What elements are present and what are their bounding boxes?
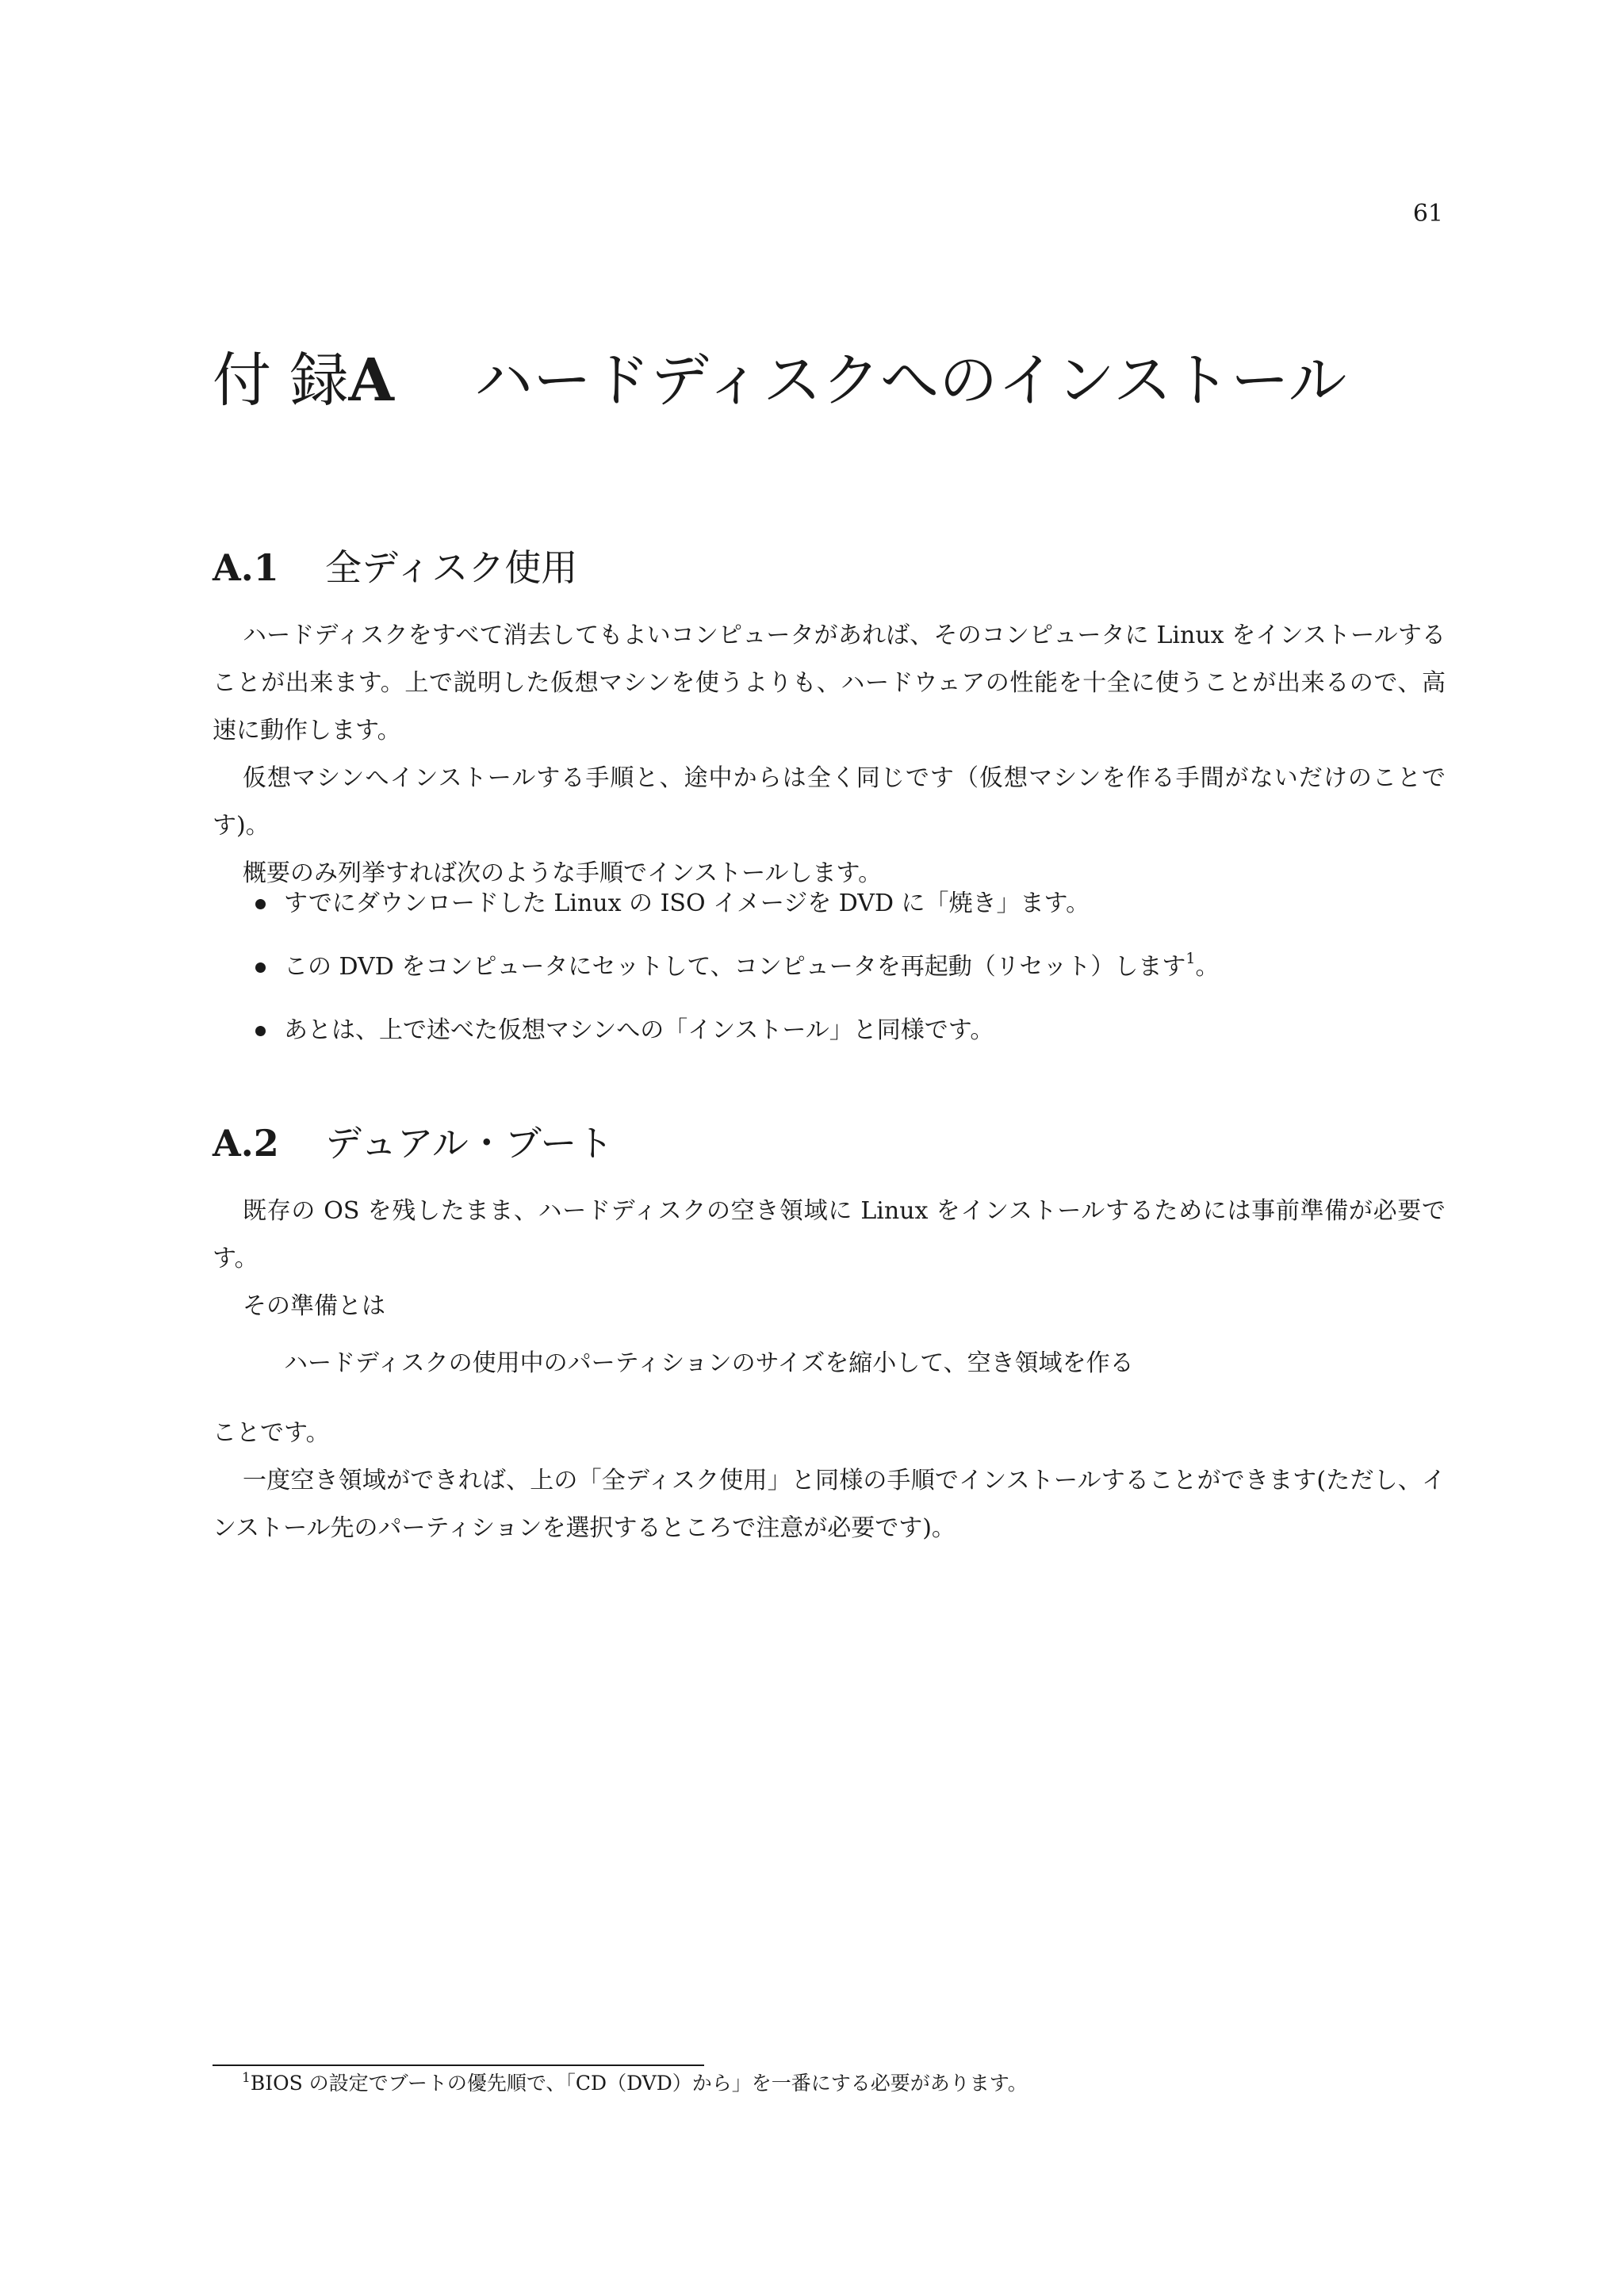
paragraph: 仮想マシンへインストールする手順と、途中からは全く同じです（仮想マシンを作る手間がないだけのことです)。 xyxy=(213,764,1446,840)
section-a2-body-cont xyxy=(213,1410,1446,1552)
footnote-mark: 1 xyxy=(242,2070,251,2086)
section-number: A.1 xyxy=(213,546,279,589)
paragraph: 一度空き領域ができれば、上の「全ディスク使用」と同様の手順でインストールすることができます(ただし、インストール先のパーティションを選択するところで注意が必要です)。 xyxy=(213,1467,1446,1542)
paragraph: その準備とは xyxy=(243,1292,385,1320)
list-item-text: この DVD をコンピュータにセットして、コンピュータを再起動（リセット）します xyxy=(284,953,1186,981)
list-item-end: 。 xyxy=(1195,953,1220,981)
footnote-mark: 1 xyxy=(1185,950,1196,967)
paragraph: 既存の OS を残したまま、ハードディスクの空き領域に Linux をインストールするためには事前準備が必要です。 xyxy=(213,1197,1446,1272)
footnote-divider xyxy=(213,2064,704,2066)
chapter-label-prefix: 付 録 xyxy=(213,346,349,415)
footnote-text: BIOS の設定でブートの優先順で、「CD（DVD）から」を一番にする必要があります。 xyxy=(250,2072,1028,2095)
bullet-icon xyxy=(255,1026,266,1036)
list-item xyxy=(246,1015,1443,1078)
footnote xyxy=(242,2069,1028,2098)
bullet-icon xyxy=(255,899,266,909)
chapter-title xyxy=(213,342,1346,419)
chapter-title-text: ハードディスクへのインストール xyxy=(474,346,1347,415)
chapter-label-letter: A xyxy=(348,346,394,415)
paragraph: ことです。 xyxy=(213,1419,330,1447)
quoted-line: ハードディスクの使用中のパーティションのサイズを縮小して、空き領域を作る xyxy=(284,1349,1134,1377)
page-number: 61 xyxy=(1412,200,1443,228)
paragraph: ハードディスクをすべて消去してもよいコンピュータがあれば、そのコンピュータに Linux をインストールすることが出来ます。上で説明した仮想マシンを使うよりも、ハードウェアの性能を十全に使うことが出来るので、高速に動作します。 xyxy=(213,622,1446,744)
section-title: 全ディスク使用 xyxy=(325,546,578,589)
chapter-label xyxy=(213,342,474,419)
list-item xyxy=(246,951,1443,1015)
section-a1-body xyxy=(213,612,1446,897)
section-a2-body xyxy=(213,1188,1446,1330)
section-heading-a1 xyxy=(213,544,577,591)
section-title: デュアル・ブート xyxy=(325,1122,614,1165)
bullet-icon xyxy=(255,962,266,973)
section-number: A.2 xyxy=(213,1122,279,1165)
section-heading-a2 xyxy=(213,1119,613,1167)
list-item-text: すでにダウンロードした Linux の ISO イメージを DVD に「焼き」ます。 xyxy=(284,890,1090,917)
list-item xyxy=(246,888,1443,951)
bullet-list xyxy=(246,888,1443,1078)
paragraph: 概要のみ列挙すれば次のような手順でインストールします。 xyxy=(243,859,883,887)
list-item-text: あとは、上で述べた仮想マシンへの「インストール」と同様です。 xyxy=(284,1016,994,1044)
